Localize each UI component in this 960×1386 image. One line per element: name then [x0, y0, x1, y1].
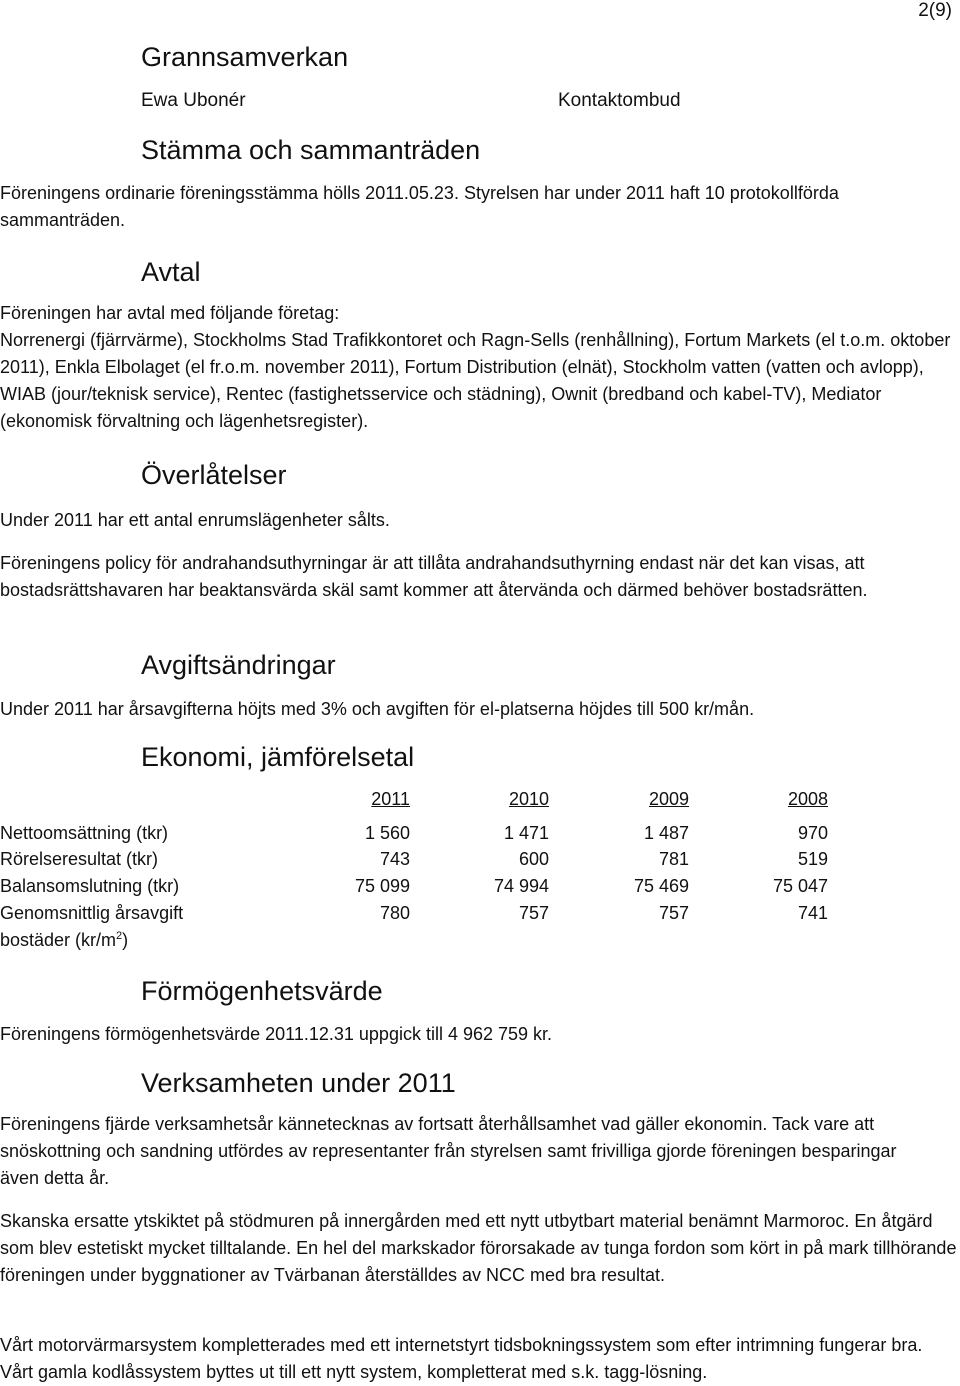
table-row-label: Rörelseresultat (tkr) [0, 849, 159, 869]
label-end: ) [122, 930, 129, 950]
verksamheten-text-2: Skanska ersatte ytskiktet på stödmuren på innergården med ett nytt utbytbart material benämnt Marmoroc. En åtgärd som blev estetiskt mycket tilltalande. En hel del markskador förorsakade av tunga fordon som kört in på mark tillhörande föreningen under byggnationer av Tvärbanan återställdes av NCC med bra resultat. [0, 1211, 957, 1285]
table-row-label: Genomsnittlig årsavgift [0, 903, 184, 923]
table-year-2010: 2010 [508, 789, 549, 809]
table-cell: 1 471 [503, 823, 549, 843]
table-cell: 75 099 [354, 876, 410, 896]
stamma-text: Föreningens ordinarie föreningsstämma hölls 2011.05.23. Styrelsen har under 2011 haft 10 protokollförda sammanträden. [0, 183, 839, 230]
formogenhet-text: Föreningens förmögenhetsvärde 2011.12.31 uppgick till 4 962 759 kr. [0, 1024, 553, 1044]
table-cell: 75 047 [772, 876, 828, 896]
table-cell: 1 487 [643, 823, 689, 843]
table-cell: 970 [797, 823, 828, 843]
label-text: bostäder (kr/m [0, 930, 117, 950]
page-number: 2(9) [918, 0, 952, 21]
table-cell: 757 [518, 903, 549, 923]
table-cell: 519 [797, 849, 828, 869]
heading-verksamheten: Verksamheten under 2011 [141, 1068, 456, 1098]
verksamheten-text-1: Föreningens fjärde verksamhetsår kännetecknas av fortsatt återhållsamhet vad gäller ekonomin. Tack vare att snöskottning och sandning utfördes av representanter från styrelsen samt frivilliga gjorde föreningen besparingar även detta år. [0, 1114, 897, 1188]
table-cell: 75 469 [633, 876, 689, 896]
heading-stamma: Stämma och sammanträden [141, 135, 481, 165]
heading-ekonomi: Ekonomi, jämförelsetal [141, 742, 415, 772]
table-row-label: Balansomslutning (tkr) [0, 876, 180, 896]
table-cell: 600 [518, 849, 549, 869]
table-year-2009: 2009 [648, 789, 689, 809]
label-superscript: 2 [116, 930, 123, 942]
avtal-text: Norrenergi (fjärrvärme), Stockholms Stad Trafikkontoret och Ragn-Sells (renhållning), Fortum Markets (el t.o.m. oktober 2011), Enkla Elbolaget (el fr.o.m. november 2011), Fortum Distribution (elnät), Stockholm vatten (vatten och avlopp), WIAB (jour/teknisk service), Rentec (fastighetsservice och städning), Ownit (bredband och kabel-TV), Mediator (ekonomisk förvaltning och lägenhetsregister). [0, 330, 951, 431]
contact-name: Ewa Ubonér [141, 90, 246, 111]
table-cell: 757 [658, 903, 689, 923]
table-row-label-continued [0, 930, 128, 951]
verksamheten-text-3: Vårt motorvärmarsystem kompletterades med ett internetstyrt tidsbokningssystem som efter intrimning fungerar bra. Vårt gamla kodlåssystem byttes ut till ett nytt system, kompletterat med s.k. tagg-lösning. [0, 1335, 923, 1382]
heading-grannsamverkan: Grannsamverkan [141, 42, 349, 72]
heading-avgifter: Avgiftsändringar [141, 650, 336, 680]
table-cell: 780 [379, 903, 410, 923]
table-cell: 741 [797, 903, 828, 923]
table-year-2008: 2008 [787, 789, 828, 809]
table-cell: 74 994 [493, 876, 549, 896]
table-cell: 1 560 [364, 823, 410, 843]
avgifter-text: Under 2011 har årsavgifterna höjts med 3% och avgiften för el-platserna höjdes till 500 kr/mån. [0, 699, 755, 719]
contact-role: Kontaktombud [558, 90, 681, 111]
table-year-2011: 2011 [371, 789, 410, 809]
table-row-label: Nettoomsättning (tkr) [0, 823, 169, 843]
heading-overlatelser: Överlåtelser [141, 460, 287, 490]
heading-avtal: Avtal [141, 257, 201, 287]
avtal-intro: Föreningen har avtal med följande företag: [0, 303, 340, 323]
table-cell: 743 [379, 849, 410, 869]
heading-formogenhet: Förmögenhetsvärde [141, 976, 383, 1006]
overlatelser-text-2: Föreningens policy för andrahandsuthyrningar är att tillåta andrahandsuthyrning endast när det kan visas, att bostadsrättshavaren har beaktansvärda skäl samt kommer att återvända och därmed behöver bostadsrätten. [0, 553, 868, 600]
table-cell: 781 [658, 849, 689, 869]
overlatelser-text-1: Under 2011 har ett antal enrumslägenheter sålts. [0, 510, 390, 530]
